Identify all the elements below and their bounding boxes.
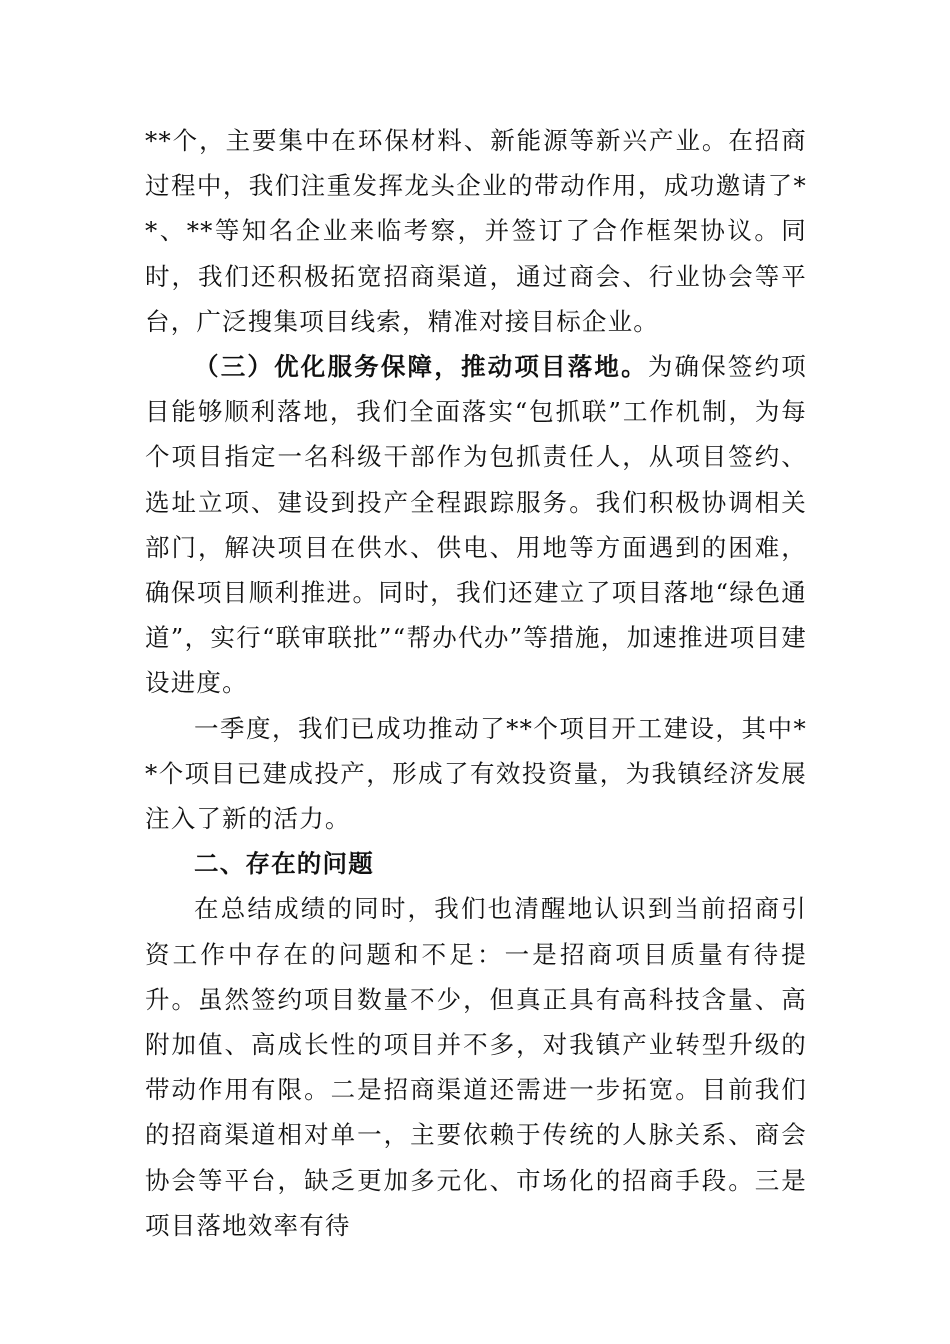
paragraph-text: 为确保签约项目能够顺利落地，我们全面落实“包抓联”工作机制，为每个项目指定一名科级干部作为包抓责任人，从项目签约、选址立项、建设到投产全程跟踪服务。我们积极协调相关部门，解决项目在供水、供电、用地等方面遇到的困难，确保项目顺利推进。同时，我们还建立了项目落地“绿色通道”，实行“联审联批”“帮办代办”等措施，加速推进项目建设进度。 bbox=[145, 352, 808, 698]
subsection-heading: （三）优化服务保障，推动项目落地。 bbox=[194, 352, 648, 382]
paragraph-text: **个，主要集中在环保材料、新能源等新兴产业。在招商过程中，我们注重发挥龙头企业的带动作用，成功邀请了**、**等知名企业来临考察，并签订了合作框架协议。同时，我们还积极拓宽招商渠道，通过商会、行业协会等平台，广泛搜集项目线索，精准对接目标企业。 bbox=[145, 126, 807, 336]
paragraph-first-quarter bbox=[145, 706, 807, 842]
paragraph-continuation bbox=[145, 118, 807, 344]
section-heading-problems bbox=[145, 841, 807, 886]
paragraph-text: 在总结成绩的同时，我们也清醒地认识到当前招商引资工作中存在的问题和不足：一是招商项目质量有待提升。虽然签约项目数量不少，但真正具有高科技含量、高附加值、高成长性的项目并不多，对我镇产业转型升级的带动作用有限。二是招商渠道还需进一步拓宽。目前我们的招商渠道相对单一，主要依赖于传统的人脉关系、商会协会等平台，缺乏更加多元化、市场化的招商手段。三是项目落地效率有待 bbox=[145, 894, 807, 1240]
paragraph-text: 一季度，我们已成功推动了**个项目开工建设，其中**个项目已建成投产，形成了有效投资量，为我镇经济发展注入了新的活力。 bbox=[145, 713, 807, 834]
section-heading-text: 二、存在的问题 bbox=[194, 849, 374, 879]
paragraph-problems bbox=[145, 886, 807, 1248]
paragraph-service-guarantee bbox=[145, 344, 807, 706]
document-body bbox=[145, 118, 807, 1248]
